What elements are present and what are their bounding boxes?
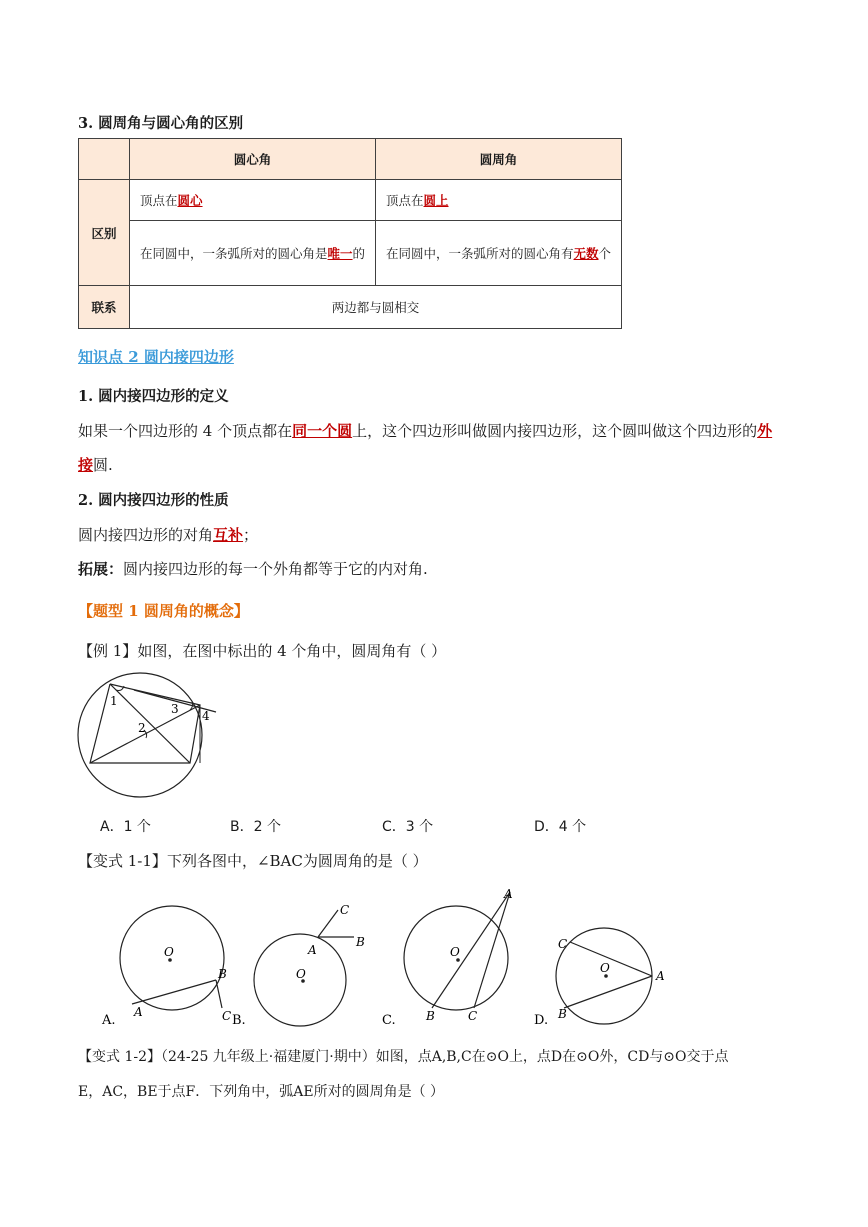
fig-label: 3 [171, 702, 179, 716]
link-text: 两边都与圆相交 [130, 286, 622, 329]
table-row [79, 180, 622, 221]
table-cell: 在同圆中，一条弧所对的圆心角是唯一的 [130, 221, 376, 286]
table-header-inscribed: 圆周角 [376, 139, 622, 180]
figure-letter[interactable]: D. [534, 1013, 549, 1028]
variant-1-1-question: 【变式 1-1】下列各图中，∠BAC为圆周角的是（ ） [78, 852, 428, 870]
table-header-empty [79, 139, 130, 180]
point-label: C [558, 937, 568, 951]
option-b[interactable]: B．2 个 [230, 819, 281, 835]
point-label: A [308, 943, 317, 957]
table-row [79, 286, 622, 329]
point-label: C [222, 1009, 232, 1023]
table-header-central: 圆心角 [130, 139, 376, 180]
point-label: C [340, 903, 350, 917]
figure-letter[interactable]: B. [232, 1013, 246, 1028]
table-cell: 顶点在圆上 [376, 180, 622, 221]
point-label: O [296, 967, 306, 981]
figure-letter[interactable]: A. [102, 1013, 116, 1028]
point-label: A [134, 1005, 143, 1019]
table-cell: 在同圆中，一条弧所对的圆心角有无数个 [376, 221, 622, 286]
example-1-figure [74, 672, 224, 802]
comparison-table [78, 138, 622, 329]
variant-figure-a [96, 900, 246, 1030]
point-label: O [164, 945, 174, 959]
point-label: B [356, 935, 365, 949]
variant-figure-c [376, 884, 536, 1030]
figure-letter[interactable]: C. [382, 1013, 396, 1028]
point-label: B [218, 967, 227, 981]
knowledge-point-title: 知识点 2 圆内接四边形 [78, 348, 234, 366]
option-d[interactable]: D．4 个 [534, 819, 587, 835]
fig-label: 4 [202, 709, 210, 723]
fig-label: 1 [110, 694, 118, 708]
point-label: B [558, 1007, 567, 1021]
variant-1-2-line-1: 【变式 1-2】（24-25 九年级上·福建厦门·期中）如图，点A,B,C在⊙O上，点D在⊙O外，CD与⊙O交于点 [78, 1049, 729, 1065]
variant-1-2-line-2: E，AC，BE于点F．下列角中，弧AE所对的圆周角是（ ） [78, 1084, 445, 1100]
property-line: 圆内接四边形的对角互补； [78, 526, 259, 544]
definition-line-1: 如果一个四边形的 4 个顶点都在同一个圆上，这个四边形叫做圆内接四边形，这个圆叫做这个四边形的外 [78, 422, 773, 440]
point-label: O [600, 961, 610, 975]
extension-line: 拓展：圆内接四边形的每一个外角都等于它的内对角. [78, 560, 428, 578]
link-label: 联系 [79, 286, 130, 329]
table-header-row [79, 139, 622, 180]
point-label: C [468, 1009, 478, 1023]
variant-figure-b [226, 900, 376, 1030]
table-cell: 顶点在圆心 [130, 180, 376, 221]
section-title-3: 3. 圆周角与圆心角的区别 [78, 115, 244, 132]
example-1-question: 【例 1】如图，在图中标出的 4 个角中，圆周角有（ ） [78, 642, 447, 660]
variant-figure-d [530, 920, 680, 1030]
point-label: O [450, 945, 460, 959]
property-title: 2. 圆内接四边形的性质 [78, 492, 229, 509]
point-label: B [426, 1009, 435, 1023]
definition-line-2: 接圆. [78, 456, 113, 474]
option-c[interactable]: C．3 个 [382, 819, 434, 835]
definition-title: 1. 圆内接四边形的定义 [78, 388, 229, 405]
fig-label: 2 [138, 721, 146, 735]
point-label: A [504, 887, 513, 901]
point-label: A [656, 969, 665, 983]
type-title: 【题型 1 圆周角的概念】 [78, 602, 249, 620]
option-a[interactable]: A．1 个 [100, 819, 151, 835]
table-row [79, 221, 622, 286]
diff-label: 区别 [79, 180, 130, 286]
